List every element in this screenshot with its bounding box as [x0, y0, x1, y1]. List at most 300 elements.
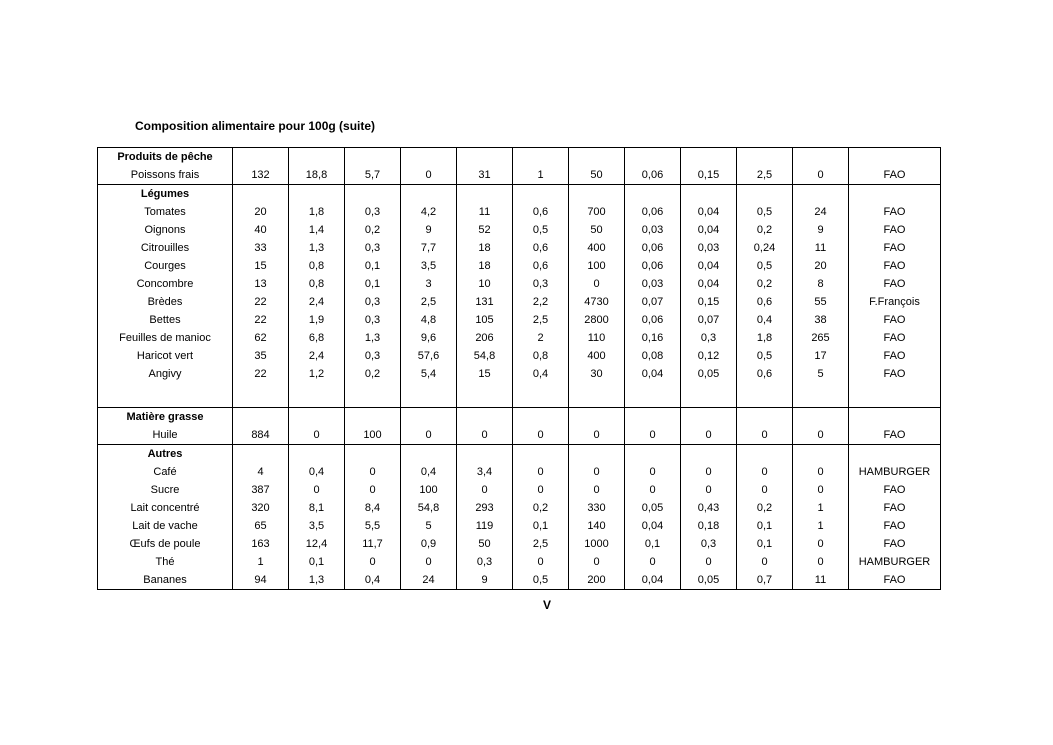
value-cell: 400: [569, 239, 625, 257]
food-name-cell: Bananes: [98, 571, 233, 590]
source-cell: HAMBURGER: [849, 463, 941, 481]
food-row: [98, 365, 941, 383]
source-cell: F.François: [849, 293, 941, 311]
value-cell: 5,7: [345, 166, 401, 185]
food-row: [98, 275, 941, 293]
empty-cell: [681, 185, 737, 204]
value-cell: 0: [513, 553, 569, 571]
empty-cell: [737, 383, 793, 395]
value-cell: 0,1: [737, 535, 793, 553]
value-cell: 0,2: [737, 221, 793, 239]
value-cell: 1: [793, 499, 849, 517]
value-cell: 0: [793, 535, 849, 553]
value-cell: 1,8: [289, 203, 345, 221]
value-cell: 200: [569, 571, 625, 590]
value-cell: 0: [513, 481, 569, 499]
value-cell: 0,05: [681, 365, 737, 383]
value-cell: 206: [457, 329, 513, 347]
source-cell: FAO: [849, 535, 941, 553]
empty-cell: [233, 185, 289, 204]
empty-cell: [457, 383, 513, 395]
value-cell: 320: [233, 499, 289, 517]
food-row: [98, 426, 941, 445]
value-cell: 163: [233, 535, 289, 553]
value-cell: 0: [569, 275, 625, 293]
value-cell: 0: [625, 481, 681, 499]
empty-cell: [569, 185, 625, 204]
value-cell: 7,7: [401, 239, 457, 257]
value-cell: 54,8: [457, 347, 513, 365]
empty-cell: [289, 395, 345, 408]
source-cell: FAO: [849, 257, 941, 275]
value-cell: 0,3: [345, 347, 401, 365]
value-cell: 0,4: [289, 463, 345, 481]
empty-cell: [513, 148, 569, 167]
value-cell: 0,3: [345, 311, 401, 329]
empty-cell: [401, 185, 457, 204]
value-cell: 0: [401, 553, 457, 571]
empty-cell: [345, 185, 401, 204]
value-cell: 35: [233, 347, 289, 365]
section-title: Autres: [98, 445, 233, 464]
food-row: [98, 166, 941, 185]
value-cell: 0,1: [345, 275, 401, 293]
value-cell: 0,06: [625, 257, 681, 275]
value-cell: 0: [681, 553, 737, 571]
value-cell: 0,1: [513, 517, 569, 535]
value-cell: 0: [401, 166, 457, 185]
value-cell: 2,5: [513, 535, 569, 553]
value-cell: 22: [233, 311, 289, 329]
empty-cell: [513, 185, 569, 204]
value-cell: 0,9: [401, 535, 457, 553]
food-row: [98, 257, 941, 275]
value-cell: 33: [233, 239, 289, 257]
value-cell: 330: [569, 499, 625, 517]
empty-cell: [681, 383, 737, 395]
value-cell: 387: [233, 481, 289, 499]
value-cell: 0,8: [289, 257, 345, 275]
empty-cell: [401, 148, 457, 167]
value-cell: 0: [569, 426, 625, 445]
value-cell: 24: [401, 571, 457, 590]
table-section: [98, 185, 941, 408]
value-cell: 0,03: [625, 275, 681, 293]
food-row: [98, 239, 941, 257]
empty-cell: [345, 148, 401, 167]
value-cell: 0,2: [345, 221, 401, 239]
value-cell: 9: [457, 571, 513, 590]
empty-cell: [513, 383, 569, 395]
value-cell: 0,4: [513, 365, 569, 383]
empty-cell: [345, 445, 401, 464]
value-cell: 94: [233, 571, 289, 590]
value-cell: 0,04: [681, 275, 737, 293]
empty-cell: [457, 395, 513, 408]
empty-cell: [849, 185, 941, 204]
value-cell: 11: [457, 203, 513, 221]
page-title: Composition alimentaire pour 100g (suite): [135, 119, 376, 133]
value-cell: 5: [793, 365, 849, 383]
value-cell: 0,04: [681, 203, 737, 221]
empty-cell: [849, 395, 941, 408]
value-cell: 24: [793, 203, 849, 221]
value-cell: 50: [569, 221, 625, 239]
value-cell: 0: [737, 481, 793, 499]
value-cell: 1: [513, 166, 569, 185]
empty-cell: [569, 408, 625, 427]
empty-cell: [793, 383, 849, 395]
value-cell: 0,04: [625, 365, 681, 383]
value-cell: 3,5: [289, 517, 345, 535]
source-cell: FAO: [849, 426, 941, 445]
value-cell: 0,1: [289, 553, 345, 571]
food-name-cell: Angivy: [98, 365, 233, 383]
empty-cell: [737, 148, 793, 167]
empty-cell: [513, 445, 569, 464]
value-cell: 1,2: [289, 365, 345, 383]
page-number: V: [542, 598, 551, 612]
value-cell: 0,3: [681, 329, 737, 347]
food-row: [98, 221, 941, 239]
value-cell: 18,8: [289, 166, 345, 185]
value-cell: 131: [457, 293, 513, 311]
value-cell: 0: [681, 463, 737, 481]
value-cell: 0,12: [681, 347, 737, 365]
value-cell: 105: [457, 311, 513, 329]
value-cell: 0,04: [681, 257, 737, 275]
source-cell: FAO: [849, 365, 941, 383]
value-cell: 22: [233, 293, 289, 311]
value-cell: 0,08: [625, 347, 681, 365]
value-cell: 8: [793, 275, 849, 293]
value-cell: 0,15: [681, 166, 737, 185]
value-cell: 0: [513, 463, 569, 481]
value-cell: 100: [569, 257, 625, 275]
value-cell: 0: [569, 463, 625, 481]
empty-cell: [625, 383, 681, 395]
empty-cell: [401, 395, 457, 408]
value-cell: 0,3: [345, 293, 401, 311]
value-cell: 2,5: [513, 311, 569, 329]
source-cell: FAO: [849, 499, 941, 517]
value-cell: 30: [569, 365, 625, 383]
empty-cell: [569, 445, 625, 464]
value-cell: 0: [289, 481, 345, 499]
value-cell: 0: [345, 553, 401, 571]
value-cell: 100: [345, 426, 401, 445]
value-cell: 0: [737, 553, 793, 571]
composition-table: [97, 147, 941, 590]
value-cell: 0,7: [737, 571, 793, 590]
value-cell: 100: [401, 481, 457, 499]
value-cell: 0,5: [513, 571, 569, 590]
empty-cell: [401, 408, 457, 427]
empty-cell: [737, 445, 793, 464]
value-cell: 1,3: [289, 571, 345, 590]
value-cell: 0,06: [625, 166, 681, 185]
empty-cell: [289, 185, 345, 204]
empty-cell: [233, 383, 289, 395]
value-cell: 0: [401, 426, 457, 445]
food-row: [98, 463, 941, 481]
value-cell: 8,1: [289, 499, 345, 517]
empty-cell: [681, 148, 737, 167]
food-name-cell: Œufs de poule: [98, 535, 233, 553]
value-cell: 54,8: [401, 499, 457, 517]
value-cell: 0,05: [681, 571, 737, 590]
value-cell: 11,7: [345, 535, 401, 553]
value-cell: 0: [737, 463, 793, 481]
value-cell: 2,5: [737, 166, 793, 185]
empty-cell: [625, 185, 681, 204]
value-cell: 0,3: [513, 275, 569, 293]
value-cell: 1000: [569, 535, 625, 553]
food-name-cell: Lait de vache: [98, 517, 233, 535]
empty-cell: [289, 408, 345, 427]
empty-cell: [98, 395, 233, 408]
empty-cell: [681, 395, 737, 408]
empty-cell: [345, 383, 401, 395]
source-cell: FAO: [849, 329, 941, 347]
empty-cell: [457, 185, 513, 204]
value-cell: 18: [457, 239, 513, 257]
value-cell: 0,1: [625, 535, 681, 553]
value-cell: 2: [513, 329, 569, 347]
value-cell: 11: [793, 239, 849, 257]
value-cell: 6,8: [289, 329, 345, 347]
value-cell: 62: [233, 329, 289, 347]
food-row: [98, 571, 941, 590]
food-name-cell: Huile: [98, 426, 233, 445]
section-header-row: [98, 185, 941, 204]
source-cell: FAO: [849, 221, 941, 239]
value-cell: 0: [625, 426, 681, 445]
value-cell: 15: [457, 365, 513, 383]
empty-cell: [681, 408, 737, 427]
empty-cell: [98, 383, 233, 395]
empty-cell: [849, 445, 941, 464]
value-cell: 2800: [569, 311, 625, 329]
section-title: Matière grasse: [98, 408, 233, 427]
source-cell: FAO: [849, 311, 941, 329]
value-cell: 0,04: [625, 571, 681, 590]
value-cell: 57,6: [401, 347, 457, 365]
value-cell: 0: [569, 481, 625, 499]
value-cell: 2,4: [289, 347, 345, 365]
value-cell: 11: [793, 571, 849, 590]
food-row: [98, 553, 941, 571]
value-cell: 0: [681, 426, 737, 445]
value-cell: 4,8: [401, 311, 457, 329]
empty-cell: [849, 408, 941, 427]
section-header-row: [98, 408, 941, 427]
source-cell: FAO: [849, 275, 941, 293]
value-cell: 0: [793, 481, 849, 499]
value-cell: 0,06: [625, 311, 681, 329]
food-row: [98, 203, 941, 221]
value-cell: 0,16: [625, 329, 681, 347]
value-cell: 0,4: [401, 463, 457, 481]
value-cell: 119: [457, 517, 513, 535]
food-name-cell: Sucre: [98, 481, 233, 499]
food-name-cell: Bettes: [98, 311, 233, 329]
value-cell: 9: [401, 221, 457, 239]
value-cell: 0,4: [737, 311, 793, 329]
value-cell: 0: [793, 553, 849, 571]
value-cell: 0: [289, 426, 345, 445]
value-cell: 1,9: [289, 311, 345, 329]
value-cell: 0: [345, 481, 401, 499]
food-name-cell: Café: [98, 463, 233, 481]
value-cell: 0,6: [737, 365, 793, 383]
empty-cell: [793, 395, 849, 408]
empty-cell: [233, 148, 289, 167]
value-cell: 4: [233, 463, 289, 481]
food-name-cell: Tomates: [98, 203, 233, 221]
value-cell: 0,04: [625, 517, 681, 535]
value-cell: 132: [233, 166, 289, 185]
value-cell: 0,5: [513, 221, 569, 239]
empty-cell: [793, 185, 849, 204]
value-cell: 2,5: [401, 293, 457, 311]
empty-cell: [345, 395, 401, 408]
value-cell: 0,5: [737, 203, 793, 221]
value-cell: 3: [401, 275, 457, 293]
empty-cell: [233, 445, 289, 464]
food-name-cell: Concombre: [98, 275, 233, 293]
food-name-cell: Feuilles de manioc: [98, 329, 233, 347]
food-row: [98, 293, 941, 311]
value-cell: 2,2: [513, 293, 569, 311]
empty-cell: [457, 148, 513, 167]
value-cell: 4,2: [401, 203, 457, 221]
value-cell: 4730: [569, 293, 625, 311]
value-cell: 0,24: [737, 239, 793, 257]
value-cell: 0,2: [737, 499, 793, 517]
value-cell: 0: [513, 426, 569, 445]
value-cell: 0,5: [737, 347, 793, 365]
value-cell: 0,03: [625, 221, 681, 239]
value-cell: 110: [569, 329, 625, 347]
value-cell: 0: [625, 553, 681, 571]
value-cell: 400: [569, 347, 625, 365]
source-cell: FAO: [849, 239, 941, 257]
food-name-cell: Brèdes: [98, 293, 233, 311]
blank-row: [98, 383, 941, 395]
value-cell: 15: [233, 257, 289, 275]
value-cell: 293: [457, 499, 513, 517]
value-cell: 0: [625, 463, 681, 481]
value-cell: 0: [793, 463, 849, 481]
food-row: [98, 535, 941, 553]
value-cell: 40: [233, 221, 289, 239]
value-cell: 5,4: [401, 365, 457, 383]
value-cell: 0: [569, 553, 625, 571]
food-name-cell: Oignons: [98, 221, 233, 239]
value-cell: 0,1: [737, 517, 793, 535]
empty-cell: [513, 408, 569, 427]
value-cell: 0: [793, 426, 849, 445]
value-cell: 50: [457, 535, 513, 553]
empty-cell: [793, 445, 849, 464]
table-section: [98, 148, 941, 185]
empty-cell: [793, 148, 849, 167]
value-cell: 20: [793, 257, 849, 275]
value-cell: 884: [233, 426, 289, 445]
value-cell: 1: [233, 553, 289, 571]
value-cell: 8,4: [345, 499, 401, 517]
empty-cell: [569, 383, 625, 395]
value-cell: 3,4: [457, 463, 513, 481]
section-header-row: [98, 445, 941, 464]
value-cell: 1,3: [289, 239, 345, 257]
value-cell: 1,4: [289, 221, 345, 239]
source-cell: FAO: [849, 347, 941, 365]
empty-cell: [625, 408, 681, 427]
value-cell: 0,4: [345, 571, 401, 590]
value-cell: 0,2: [513, 499, 569, 517]
value-cell: 10: [457, 275, 513, 293]
value-cell: 22: [233, 365, 289, 383]
food-row: [98, 347, 941, 365]
table-section: [98, 408, 941, 445]
empty-cell: [401, 383, 457, 395]
empty-cell: [233, 395, 289, 408]
food-name-cell: Citrouilles: [98, 239, 233, 257]
blank-row: [98, 395, 941, 408]
value-cell: 0: [345, 463, 401, 481]
value-cell: 0,03: [681, 239, 737, 257]
value-cell: 0,15: [681, 293, 737, 311]
value-cell: 38: [793, 311, 849, 329]
value-cell: 0,6: [513, 239, 569, 257]
empty-cell: [737, 408, 793, 427]
value-cell: 0,2: [737, 275, 793, 293]
value-cell: 2,4: [289, 293, 345, 311]
value-cell: 0,3: [345, 203, 401, 221]
value-cell: 0,07: [625, 293, 681, 311]
empty-cell: [513, 395, 569, 408]
empty-cell: [793, 408, 849, 427]
empty-cell: [681, 445, 737, 464]
empty-cell: [737, 395, 793, 408]
section-header-row: [98, 148, 941, 167]
value-cell: 0,3: [681, 535, 737, 553]
empty-cell: [737, 185, 793, 204]
source-cell: FAO: [849, 203, 941, 221]
value-cell: 0,5: [737, 257, 793, 275]
table-section: [98, 445, 941, 590]
empty-cell: [401, 445, 457, 464]
value-cell: 700: [569, 203, 625, 221]
value-cell: 0,3: [457, 553, 513, 571]
value-cell: 9: [793, 221, 849, 239]
value-cell: 12,4: [289, 535, 345, 553]
value-cell: 0: [737, 426, 793, 445]
value-cell: 5,5: [345, 517, 401, 535]
empty-cell: [289, 148, 345, 167]
value-cell: 65: [233, 517, 289, 535]
food-name-cell: Haricot vert: [98, 347, 233, 365]
value-cell: 1: [793, 517, 849, 535]
value-cell: 0,6: [513, 257, 569, 275]
value-cell: 0: [681, 481, 737, 499]
food-row: [98, 329, 941, 347]
value-cell: 3,5: [401, 257, 457, 275]
section-title: Produits de pêche: [98, 148, 233, 167]
food-name-cell: Poissons frais: [98, 166, 233, 185]
